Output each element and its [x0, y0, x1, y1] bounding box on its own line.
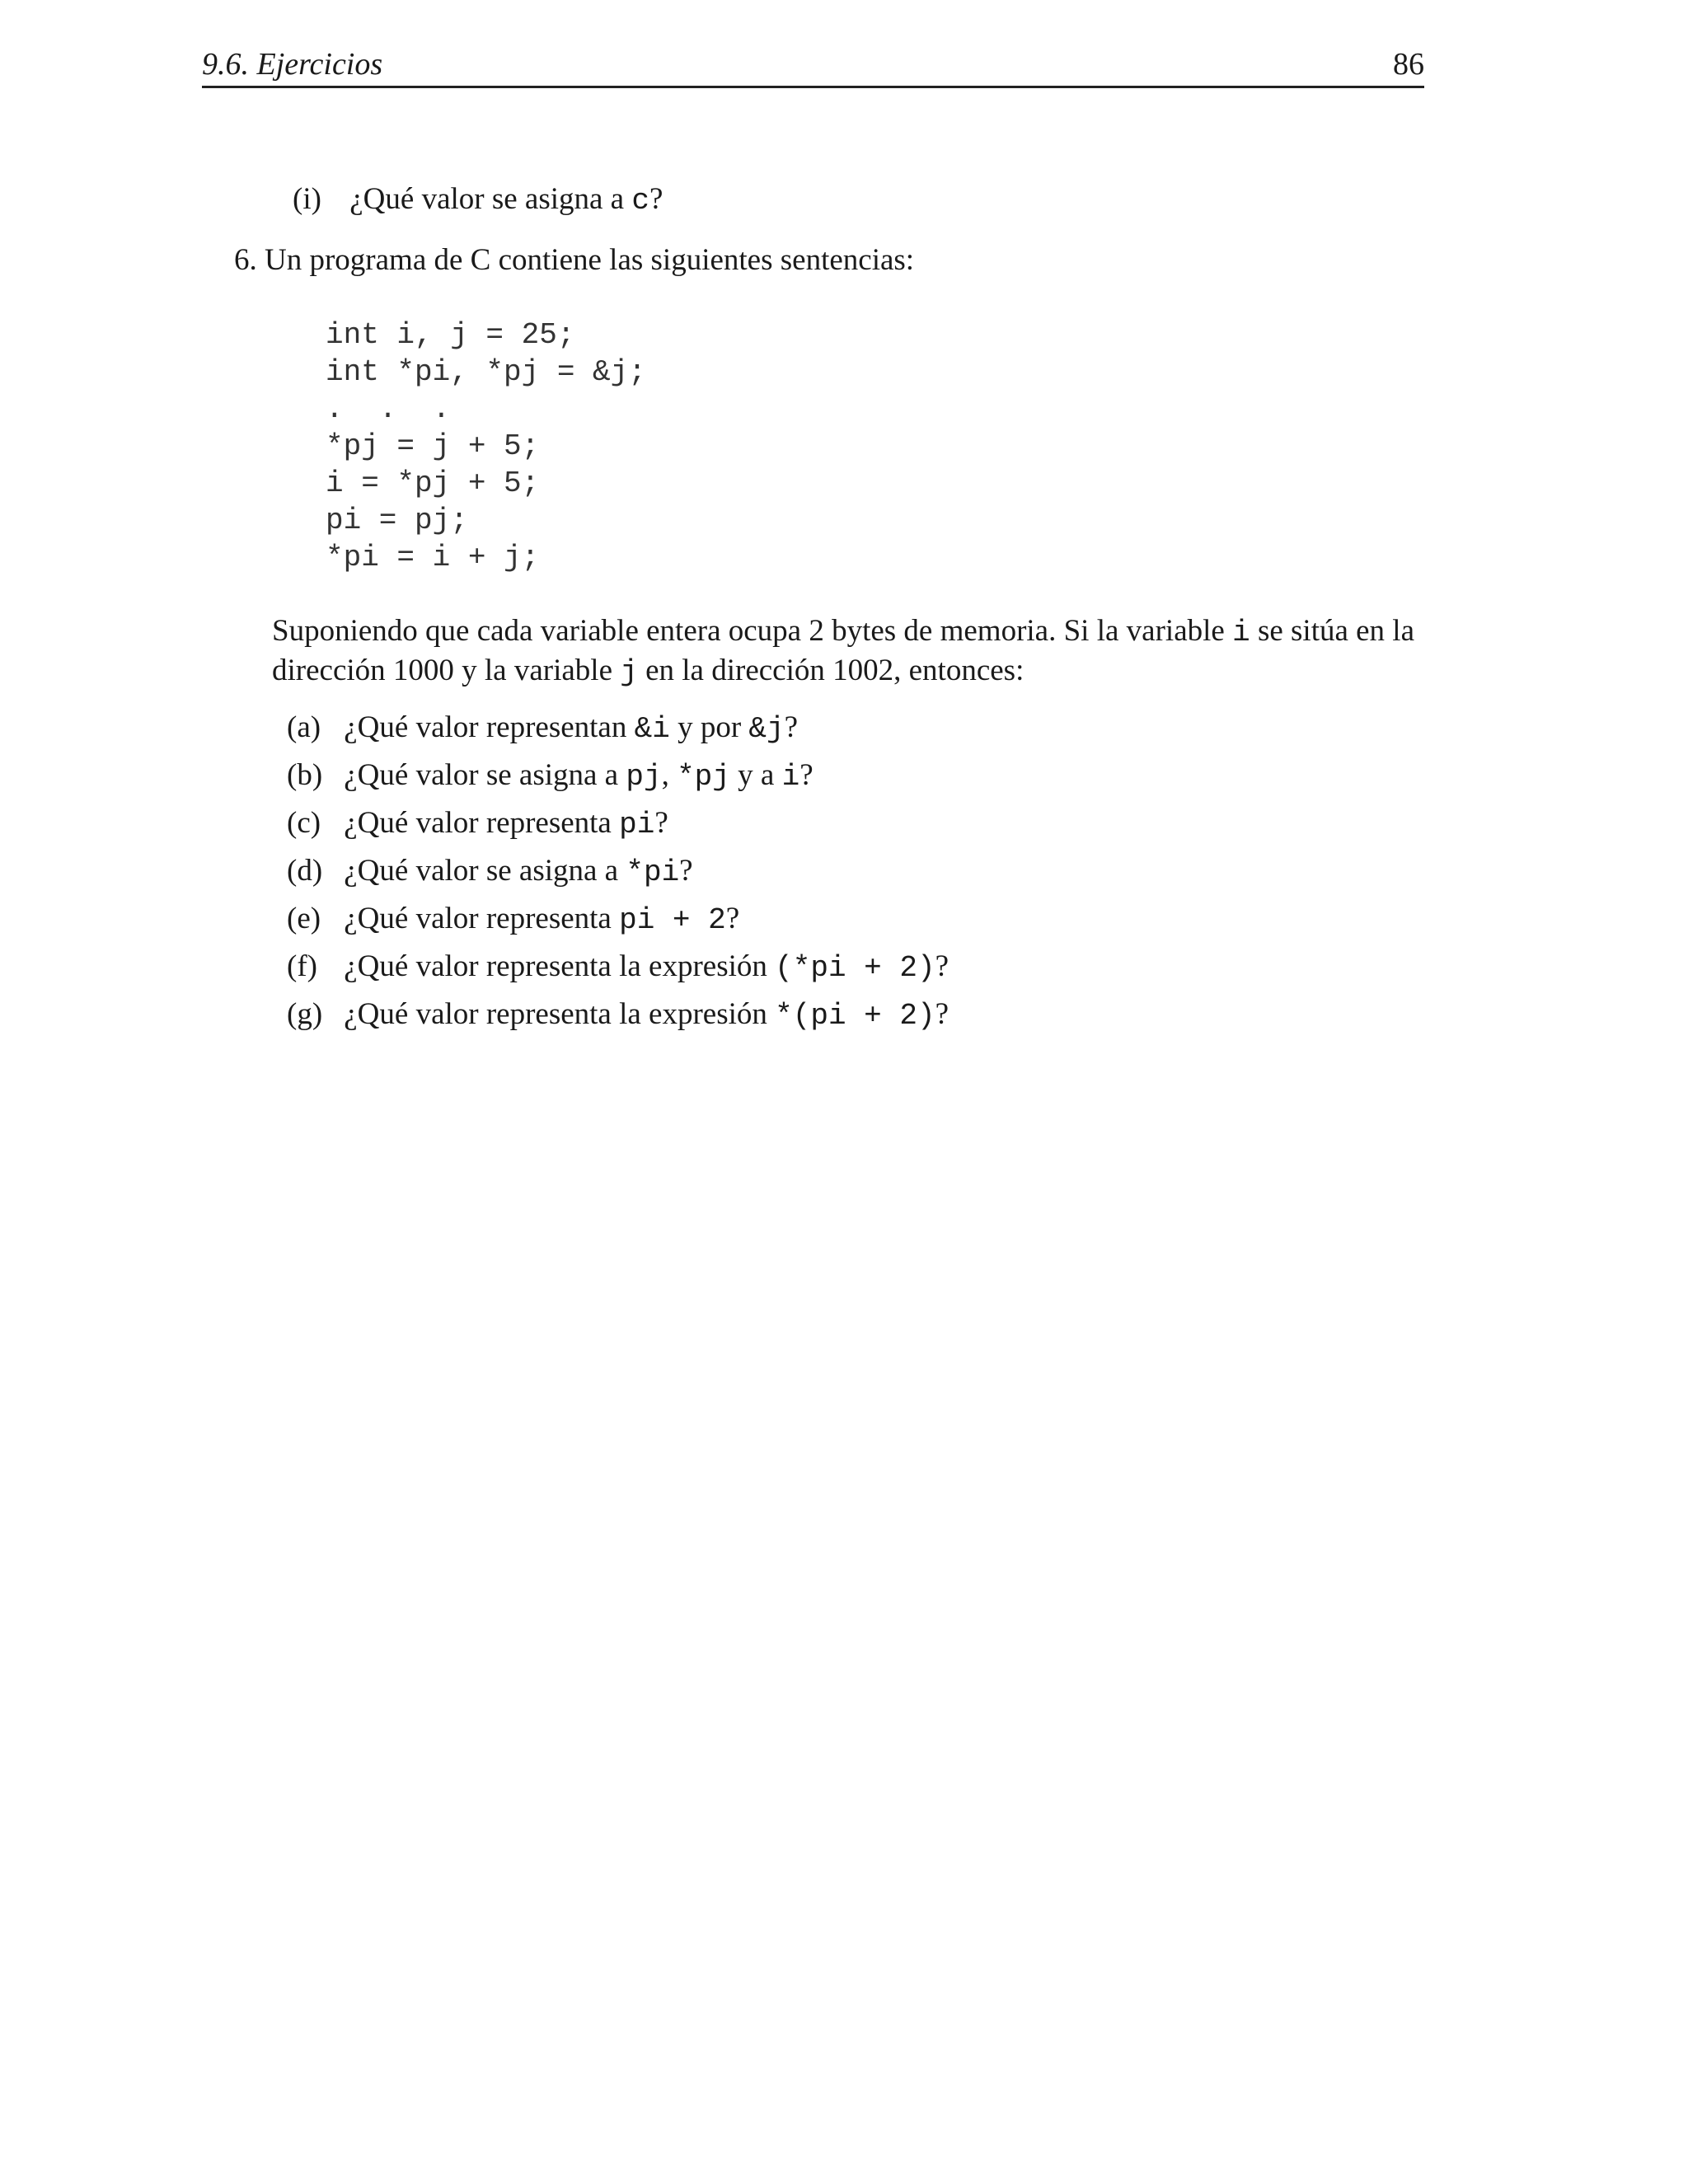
paragraph-text: Suponiendo que cada variable entera ocupa 2 bytes de memoria. Si la variable — [272, 614, 1225, 648]
question-c — [287, 808, 668, 840]
question-label: (f) — [287, 949, 317, 983]
inline-code: j — [620, 655, 638, 689]
question-mark: ? — [799, 758, 814, 792]
code-listing — [326, 316, 646, 576]
code-line: int *pi, *pj = &j; — [326, 355, 646, 389]
question-mark: ? — [679, 854, 693, 888]
running-header — [202, 43, 1424, 88]
inline-code: i — [781, 760, 800, 794]
inline-code: *pj — [677, 760, 730, 794]
question-a — [287, 712, 798, 744]
question-label: (a) — [287, 710, 321, 744]
question-text: ¿Qué valor representa — [344, 806, 612, 840]
question-label: (e) — [287, 902, 321, 935]
inline-code: pi — [619, 808, 655, 841]
inline-code: pj — [626, 760, 662, 794]
question-label: (d) — [287, 854, 323, 888]
page-number: 86 — [1393, 47, 1424, 82]
question-text: ¿Qué valor representa la expresión — [344, 949, 767, 983]
question-b — [287, 760, 814, 792]
paragraph-text: dirección 1000 y la variable — [272, 654, 612, 687]
question-label: (g) — [287, 997, 323, 1031]
question-e — [287, 903, 739, 935]
question-text: ¿Qué valor representa la expresión — [344, 997, 767, 1031]
question-label: (c) — [287, 806, 321, 840]
question-mark: ? — [725, 902, 740, 935]
inline-code: i — [1232, 616, 1250, 649]
code-line: i = *pj + 5; — [326, 466, 540, 500]
question-text: y por — [678, 710, 742, 744]
question-text: y a — [738, 758, 775, 792]
question-label: (b) — [287, 758, 323, 792]
question-mark: ? — [784, 710, 799, 744]
inline-code: &j — [748, 712, 785, 746]
question-text: ¿Qué valor se asigna a — [349, 182, 625, 216]
code-line: . . . — [326, 392, 451, 426]
question-text: ¿Qué valor se asigna a — [344, 854, 619, 888]
separator: , — [661, 758, 669, 792]
question-g — [287, 999, 949, 1031]
inline-code: *(pi + 2) — [775, 999, 935, 1033]
question-text: ¿Qué valor se asigna a — [344, 758, 619, 792]
code-line: int i, j = 25; — [326, 318, 575, 352]
question-text: ¿Qué valor representa — [344, 902, 612, 935]
question-mark: ? — [935, 997, 950, 1031]
inline-code: (*pi + 2) — [775, 951, 935, 985]
section-title: 9.6. Ejercicios — [202, 47, 383, 82]
question-d — [287, 855, 693, 888]
exercise-6-intro — [234, 245, 914, 275]
question-mark: ? — [935, 949, 950, 983]
code-line: *pj = j + 5; — [326, 429, 540, 463]
question-mark: ? — [649, 182, 663, 216]
code-line: *pi = i + j; — [326, 541, 540, 574]
question-text: ¿Qué valor representan — [344, 710, 627, 744]
question-label: (i) — [293, 182, 321, 216]
code-line: pi = pj; — [326, 504, 468, 537]
paragraph-text: en la dirección 1002, entonces: — [645, 654, 1025, 687]
question-f — [287, 951, 949, 983]
question-i — [293, 184, 663, 216]
inline-code: c — [631, 184, 649, 218]
inline-code: &i — [634, 712, 670, 746]
exercise-paragraph — [272, 612, 1426, 691]
inline-code: pi + 2 — [619, 903, 726, 937]
inline-code: *pi — [626, 855, 680, 889]
exercise-intro-text: Un programa de C contiene las siguientes sentencias: — [265, 243, 915, 277]
question-mark: ? — [654, 806, 668, 840]
paragraph-text: se sitúa en la — [1257, 614, 1415, 648]
exercise-number: 6. — [234, 243, 257, 277]
